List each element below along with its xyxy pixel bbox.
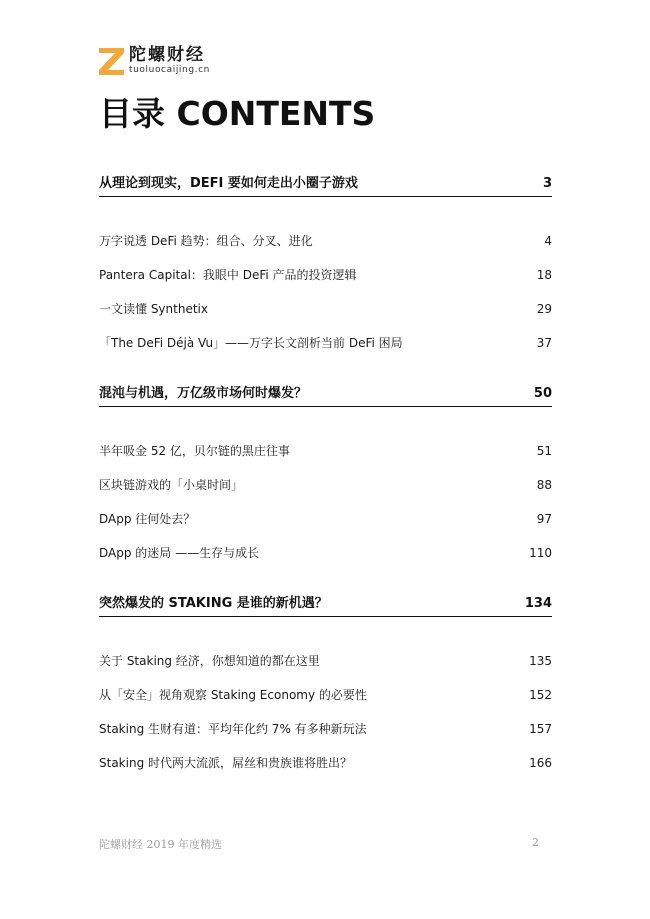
- toc-entry[interactable]: [99, 510, 552, 528]
- toc-entry-title: Pantera Capital：我眼中 DeFi 产品的投资逻辑: [99, 268, 357, 282]
- brand-z-icon: [98, 46, 125, 76]
- toc-page-number: 157: [529, 722, 552, 736]
- toc-entry-title: 区块链游戏的「小桌时间」: [99, 478, 244, 492]
- toc-section-title: 从理论到现实，DEFI 要如何走出小圈子游戏: [99, 176, 358, 191]
- toc-entry-title: Staking 生财有道：平均年化约 7% 有多种新玩法: [99, 722, 367, 736]
- toc-entry[interactable]: [99, 686, 552, 704]
- toc-page-number: 134: [524, 596, 552, 611]
- toc-section-1[interactable]: [99, 174, 552, 197]
- toc-section-title: 突然爆发的 STAKING 是谁的新机遇？: [99, 596, 328, 611]
- toc-entry[interactable]: [99, 334, 552, 352]
- toc-entry-title: 半年吸金 52 亿，贝尔链的黑庄往事: [99, 444, 290, 458]
- toc-entry[interactable]: [99, 544, 552, 562]
- toc-page-number: 50: [533, 386, 552, 401]
- toc-entry[interactable]: [99, 300, 552, 318]
- page-title: 目录 CONTENTS: [99, 94, 376, 133]
- toc-entry-title: Staking 时代两大流派，屌丝和贵族谁将胜出？: [99, 756, 352, 770]
- brand-domain: tuoluocaijing.cn: [129, 65, 210, 75]
- toc-section-3[interactable]: [99, 594, 552, 617]
- toc-page-number: 110: [529, 546, 552, 560]
- toc-entry-title: DApp 的迷局 ——生存与成长: [99, 546, 260, 560]
- toc-entry[interactable]: [99, 652, 552, 670]
- toc-entry[interactable]: [99, 754, 552, 772]
- toc-entry-title: 从「安全」视角观察 Staking Economy 的必要性: [99, 688, 367, 702]
- toc-page-number: 18: [536, 268, 552, 282]
- toc-entry-title: 万字说透 DeFi 趋势：组合、分叉、进化: [99, 234, 313, 248]
- footer-publication: 陀螺财经 2019 年度精选: [99, 838, 222, 851]
- toc-entry[interactable]: [99, 476, 552, 494]
- toc-entry-title: 「The DeFi Déjà Vu」——万字长文剖析当前 DeFi 困局: [99, 336, 403, 350]
- toc-page-number: 51: [536, 444, 552, 458]
- toc-entry[interactable]: [99, 266, 552, 284]
- footer-page-number: 2: [532, 836, 539, 849]
- toc-page-number: 29: [536, 302, 552, 316]
- toc-section-title: 混沌与机遇，万亿级市场何时爆发？: [99, 386, 308, 401]
- toc-page-number: 97: [536, 512, 552, 526]
- toc-entry[interactable]: [99, 232, 552, 250]
- toc-entry-title: 一文读懂 Synthetix: [99, 302, 208, 316]
- brand-logo: [98, 44, 210, 78]
- toc-entry[interactable]: [99, 720, 552, 738]
- toc-page-number: 166: [529, 756, 552, 770]
- brand-name: 陀螺财经: [129, 45, 205, 65]
- toc-page-number: 4: [544, 234, 552, 248]
- toc-page-number: 88: [536, 478, 552, 492]
- toc-entry[interactable]: [99, 442, 552, 460]
- page-footer: [99, 836, 539, 852]
- toc-page-number: 37: [536, 336, 552, 350]
- toc-page-number: 3: [542, 176, 552, 191]
- toc-entry-title: 关于 Staking 经济，你想知道的都在这里: [99, 654, 320, 668]
- toc-section-2[interactable]: [99, 384, 552, 407]
- toc-entry-title: DApp 往何处去？: [99, 512, 196, 526]
- toc-page-number: 135: [529, 654, 552, 668]
- toc-page-number: 152: [529, 688, 552, 702]
